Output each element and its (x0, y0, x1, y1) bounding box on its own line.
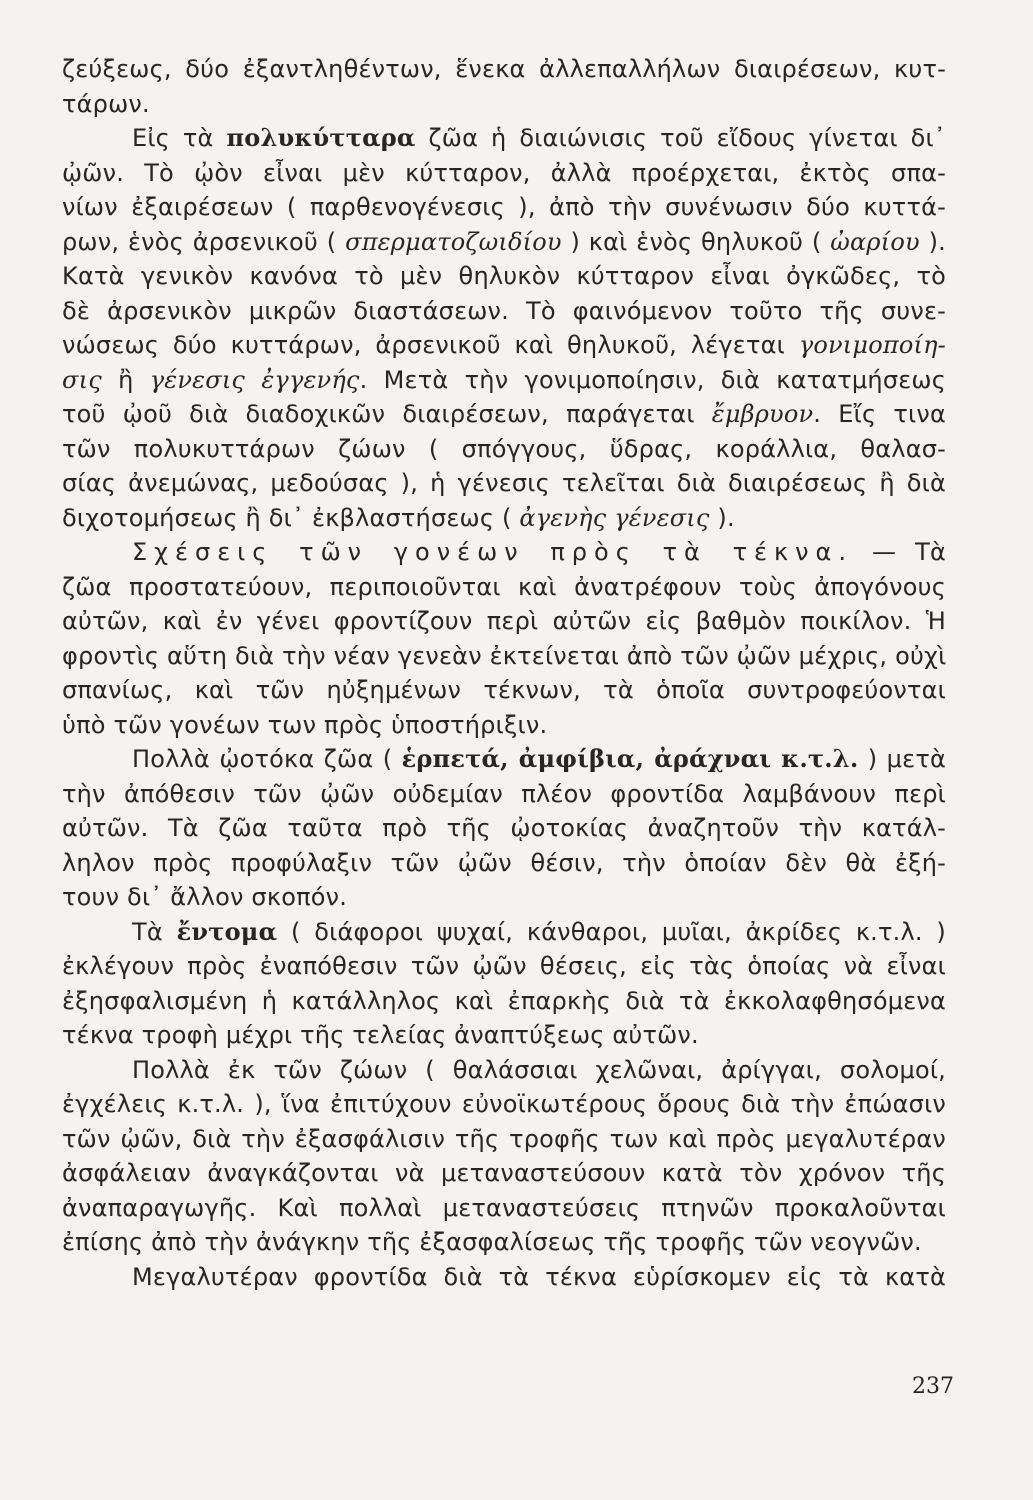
text-line: Σχέσεις τῶν γονέων πρὸς τὰ τέκνα. — Τὰ (132, 538, 946, 566)
text-line: ἀσφάλειαν ἀναγκάζονται νὰ μεταναστεύσουν κατὰ τὸν χρόνον τῆς (62, 1159, 946, 1187)
paragraph (62, 52, 946, 121)
page-body (62, 52, 946, 1294)
paragraph (62, 915, 946, 1053)
text-line: ἐξησφαλισμένη ἡ κατάλληλος καὶ ἐπαρκὴς διὰ τὰ ἐκκολαφθησόμενα (62, 986, 946, 1015)
text-line: σίας ἀνεμώνας, μεδούσας ), ἡ γένεσις τελεῖται διὰ διαιρέσεως ἢ διὰ (62, 469, 946, 497)
text-line: Τὰ ἔντομα ( διάφοροι ψυχαί, κάνθαροι, μυῖαι, ἀκρίδες κ.τ.λ. ) (132, 916, 946, 946)
text-line: Μεγαλυτέραν φροντίδα διὰ τὰ τέκνα εὑρίσκομεν εἰς τὰ κατὰ (132, 1262, 946, 1291)
text-line: ζῶα προστατεύουν, περιποιοῦνται καὶ ἀνατρέφουν τοὺς ἀπογόνους (62, 572, 946, 601)
text-line: αὐτῶν. Τὰ ζῶα ταῦτα πρὸ τῆς ᾠοτοκίας ἀναζητοῦν τὴν κατάλ- (62, 814, 946, 842)
text-line: τῶν ᾠῶν, διὰ τὴν ἐξασφάλισιν τῆς τροφῆς των καὶ πρὸς μεγαλυτέραν (62, 1124, 946, 1153)
text-line: ἐκλέγουν πρὸς ἐναπόθεσιν τῶν ᾠῶν θέσεις, εἰς τὰς ὁποίας νὰ εἶναι (62, 952, 946, 980)
text-line: σις ἢ γένεσις ἐγγενής. Μετὰ τὴν γονιμοποίησιν, διὰ κατατμήσεως (62, 365, 946, 394)
bold-term: ἔντομα (176, 916, 278, 946)
text-line: ρων, ἑνὸς ἀρσενικοῦ ( σπερματοζωιδίου ) καὶ ἑνὸς θηλυκοῦ ( ὠαρίου ). (62, 227, 946, 256)
italic-term: ἔμβρυον (711, 400, 814, 428)
text-line: αὐτῶν, καὶ ἐν γένει φροντίζουν περὶ αὐτῶν εἰς βαθμὸν ποικίλον. Ἡ (62, 607, 946, 635)
text-line: σπανίως, καὶ τῶν ηὐξημένων τέκνων, τὰ ὁποῖα συντροφεύονται (62, 676, 946, 704)
text-line: Πολλὰ ἐκ τῶν ζώων ( θαλάσσιαι χελῶναι, ἀρίγγαι, σολομοί, (132, 1055, 946, 1084)
italic-term: ἀγενὴς γένεσις (519, 503, 710, 532)
text-line: δὲ ἀρσενικὸν μικρῶν διαστάσεων. Τὸ φαινόμενον τοῦτο τῆς συνε- (62, 296, 946, 325)
text-line: ἐγχέλεις κ.τ.λ. ), ἵνα ἐπιτύχουν εὐνοϊκωτέρους ὅρους διὰ τὴν ἐπώασιν (62, 1090, 946, 1118)
italic-term: σις (62, 365, 102, 394)
bold-term: ἑρπετά, ἀμφίβια, ἀράχναι κ.τ.λ. (401, 744, 859, 773)
paragraph (62, 121, 946, 535)
text-line: ζεύξεως, δύο ἐξαντληθέντων, ἕνεκα ἀλλεπαλλήλων διαιρέσεων, κυτ- (62, 55, 946, 83)
text-line: τουν δι᾽ ἄλλον σκοπόν. (62, 883, 348, 911)
paragraph (62, 742, 946, 915)
text-line: τέκνα τροφὴ μέχρι τῆς τελείας ἀναπτύξεως αὐτῶν. (62, 1021, 699, 1049)
text-line: διχοτομήσεως ἢ δι᾽ ἐκβλαστήσεως ( ἀγενὴς γένεσις ). (62, 503, 735, 532)
text-line: νώσεως δύο κυττάρων, ἀρσενικοῦ καὶ θηλυκοῦ, λέγεται γονιμοποίη- (62, 331, 946, 359)
paragraph (62, 535, 946, 742)
text-line: Πολλὰ ᾠοτόκα ζῶα ( ἑρπετά, ἀμφίβια, ἀράχναι κ.τ.λ. ) μετὰ (132, 744, 946, 773)
italic-term: σπερματοζωιδίου (345, 227, 562, 256)
text-line: ληλον πρὸς προφύλαξιν τῶν ᾠῶν θέσιν, τὴν ὁποίαν δὲν θὰ ἐξή- (62, 848, 946, 877)
bold-term: πολυκύτταρα (226, 123, 416, 152)
page-number: 237 (912, 1374, 954, 1399)
text-line: ἀναπαραγωγῆς. Καὶ πολλαὶ μεταναστεύσεις πτηνῶν προκαλοῦνται (62, 1193, 946, 1222)
italic-term: γονιμοποίη- (798, 331, 946, 359)
text-line: τάρων. (62, 89, 150, 118)
text-line: ᾠῶν. Τὸ ᾠὸν εἶναι μὲν κύτταρον, ἀλλὰ προέρχεται, ἐκτὸς σπα- (62, 158, 946, 187)
text-line: τὴν ἀπόθεσιν τῶν ᾠῶν οὐδεμίαν πλέον φροντίδα λαμβάνουν περὶ (62, 779, 946, 808)
text-line: νίων ἐξαιρέσεων ( παρθενογένεσις ), ἀπὸ τὴν συνένωσιν δύο κυττά- (62, 193, 946, 221)
italic-term: γένεσις ἐγγενής (149, 365, 360, 394)
text-line: ἐπίσης ἀπὸ τὴν ἀνάγκην τῆς ἐξασφαλίσεως τῆς τροφῆς τῶν νεογνῶν. (62, 1228, 922, 1256)
paragraph (62, 1260, 946, 1295)
text-line: τοῦ ᾠοῦ διὰ διαδοχικῶν διαιρέσεων, παράγεται ἔμβρυον. Εἴς τινα (62, 400, 946, 428)
text-line: τῶν πολυκυττάρων ζώων ( σπόγγους, ὕδρας, κοράλλια, θαλασ- (62, 434, 946, 463)
text-line: φροντὶς αὕτη διὰ τὴν νέαν γενεὰν ἐκτείνεται ἀπὸ τῶν ᾠῶν μέχρις, οὐχὶ (62, 641, 947, 670)
italic-term: ὠαρίου (830, 227, 920, 256)
paragraph (62, 1053, 946, 1260)
text-line: Εἰς τὰ πολυκύτταρα ζῶα ἡ διαιώνισις τοῦ εἴδους γίνεται δι᾽ (132, 123, 946, 152)
spaced-heading: Σχέσεις τῶν γονέων πρὸς τὰ τέκνα. (132, 538, 854, 566)
text-line: Κατὰ γενικὸν κανόνα τὸ μὲν θηλυκὸν κύτταρον εἶναι ὀγκῶδες, τὸ (62, 262, 946, 290)
text-line: ὑπὸ τῶν γονέων των πρὸς ὑποστήριξιν. (62, 710, 548, 739)
